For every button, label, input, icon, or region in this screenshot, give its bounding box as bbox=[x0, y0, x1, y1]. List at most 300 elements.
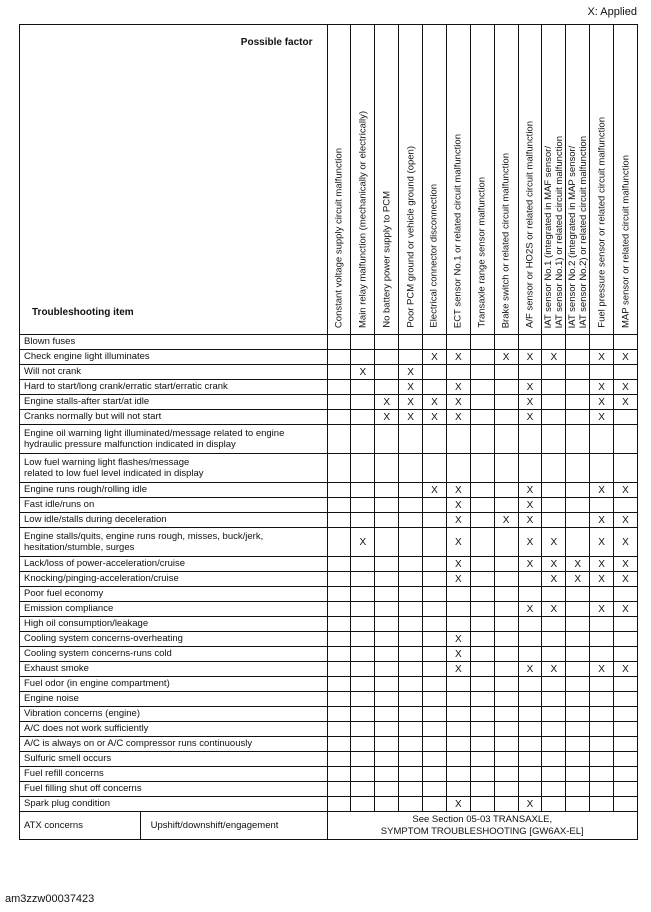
empty-cell bbox=[494, 617, 518, 632]
empty-cell bbox=[399, 737, 423, 752]
empty-cell bbox=[494, 425, 518, 454]
empty-cell bbox=[494, 707, 518, 722]
possible-factor-label: Possible factor bbox=[240, 37, 313, 48]
empty-cell bbox=[518, 365, 542, 380]
applied-mark: X bbox=[542, 528, 566, 557]
applied-mark: X bbox=[399, 395, 423, 410]
empty-cell bbox=[375, 380, 399, 395]
factor-column-header bbox=[423, 25, 447, 335]
empty-cell bbox=[351, 483, 375, 498]
empty-cell bbox=[375, 335, 399, 350]
applied-mark: X bbox=[375, 395, 399, 410]
factor-column-header bbox=[542, 25, 566, 335]
empty-cell bbox=[327, 707, 351, 722]
table-row bbox=[20, 395, 638, 410]
troubleshooting-item: Engine stalls/quits, engine runs rough, misses, buck/jerk, hesitation/stumble, surges bbox=[20, 528, 328, 557]
empty-cell bbox=[375, 677, 399, 692]
empty-cell bbox=[614, 410, 638, 425]
applied-mark: X bbox=[494, 350, 518, 365]
table-row bbox=[20, 602, 638, 617]
empty-cell bbox=[518, 737, 542, 752]
empty-cell bbox=[423, 454, 447, 483]
empty-cell bbox=[351, 513, 375, 528]
empty-cell bbox=[494, 454, 518, 483]
empty-cell bbox=[351, 617, 375, 632]
empty-cell bbox=[494, 483, 518, 498]
empty-cell bbox=[423, 767, 447, 782]
empty-cell bbox=[375, 692, 399, 707]
empty-cell bbox=[423, 498, 447, 513]
applied-mark: X bbox=[542, 602, 566, 617]
empty-cell bbox=[518, 782, 542, 797]
empty-cell bbox=[327, 572, 351, 587]
empty-cell bbox=[494, 395, 518, 410]
empty-cell bbox=[542, 797, 566, 812]
empty-cell bbox=[327, 425, 351, 454]
table-row bbox=[20, 587, 638, 602]
table-row bbox=[20, 350, 638, 365]
empty-cell bbox=[423, 365, 447, 380]
empty-cell bbox=[590, 767, 614, 782]
troubleshooting-item: Fast idle/runs on bbox=[20, 498, 328, 513]
empty-cell bbox=[327, 632, 351, 647]
factor-column-header bbox=[614, 25, 638, 335]
empty-cell bbox=[423, 677, 447, 692]
empty-cell bbox=[375, 617, 399, 632]
troubleshooting-item: Will not crank bbox=[20, 365, 328, 380]
empty-cell bbox=[375, 602, 399, 617]
empty-cell bbox=[590, 454, 614, 483]
empty-cell bbox=[470, 335, 494, 350]
empty-cell bbox=[518, 707, 542, 722]
empty-cell bbox=[494, 782, 518, 797]
applied-mark: X bbox=[590, 557, 614, 572]
empty-cell bbox=[566, 722, 590, 737]
empty-cell bbox=[351, 707, 375, 722]
empty-cell bbox=[566, 410, 590, 425]
applied-mark: X bbox=[446, 513, 470, 528]
applied-mark: X bbox=[518, 498, 542, 513]
applied-mark: X bbox=[375, 410, 399, 425]
troubleshooting-item: Cranks normally but will not start bbox=[20, 410, 328, 425]
troubleshooting-item: Knocking/pinging-acceleration/cruise bbox=[20, 572, 328, 587]
empty-cell bbox=[614, 587, 638, 602]
empty-cell bbox=[542, 483, 566, 498]
empty-cell bbox=[494, 365, 518, 380]
factor-column-header bbox=[399, 25, 423, 335]
empty-cell bbox=[375, 782, 399, 797]
empty-cell bbox=[494, 572, 518, 587]
empty-cell bbox=[327, 395, 351, 410]
empty-cell bbox=[470, 617, 494, 632]
troubleshooting-item: A/C does not work sufficiently bbox=[20, 722, 328, 737]
troubleshooting-item: Lack/loss of power-acceleration/cruise bbox=[20, 557, 328, 572]
applied-mark: X bbox=[542, 557, 566, 572]
empty-cell bbox=[375, 557, 399, 572]
empty-cell bbox=[494, 410, 518, 425]
empty-cell bbox=[351, 677, 375, 692]
empty-cell bbox=[470, 767, 494, 782]
empty-cell bbox=[351, 425, 375, 454]
empty-cell bbox=[590, 365, 614, 380]
applied-mark: X bbox=[566, 557, 590, 572]
troubleshooting-item: Spark plug condition bbox=[20, 797, 328, 812]
troubleshooting-item: Check engine light illuminates bbox=[20, 350, 328, 365]
empty-cell bbox=[470, 572, 494, 587]
empty-cell bbox=[470, 365, 494, 380]
empty-cell bbox=[518, 454, 542, 483]
applied-mark: X bbox=[446, 632, 470, 647]
applied-mark: X bbox=[423, 410, 447, 425]
empty-cell bbox=[351, 557, 375, 572]
empty-cell bbox=[446, 677, 470, 692]
empty-cell bbox=[590, 498, 614, 513]
empty-cell bbox=[518, 752, 542, 767]
empty-cell bbox=[351, 767, 375, 782]
applied-mark: X bbox=[351, 365, 375, 380]
applied-mark: X bbox=[446, 483, 470, 498]
empty-cell bbox=[494, 722, 518, 737]
applied-mark: X bbox=[518, 557, 542, 572]
empty-cell bbox=[423, 647, 447, 662]
empty-cell bbox=[542, 782, 566, 797]
troubleshooting-item: Cooling system concerns-runs cold bbox=[20, 647, 328, 662]
empty-cell bbox=[566, 662, 590, 677]
empty-cell bbox=[446, 737, 470, 752]
empty-cell bbox=[375, 513, 399, 528]
empty-cell bbox=[542, 632, 566, 647]
applied-mark: X bbox=[351, 528, 375, 557]
applied-mark: X bbox=[614, 602, 638, 617]
empty-cell bbox=[542, 767, 566, 782]
empty-cell bbox=[423, 632, 447, 647]
table-row bbox=[20, 782, 638, 797]
empty-cell bbox=[423, 617, 447, 632]
empty-cell bbox=[494, 557, 518, 572]
empty-cell bbox=[423, 513, 447, 528]
empty-cell bbox=[423, 722, 447, 737]
empty-cell bbox=[494, 752, 518, 767]
troubleshooting-item: Poor fuel economy bbox=[20, 587, 328, 602]
empty-cell bbox=[399, 350, 423, 365]
factor-column-label: Constant voltage supply circuit malfunction bbox=[333, 147, 345, 328]
troubleshooting-item: High oil consumption/leakage bbox=[20, 617, 328, 632]
factor-column-header bbox=[375, 25, 399, 335]
empty-cell bbox=[446, 617, 470, 632]
applied-mark: X bbox=[590, 572, 614, 587]
factor-column-label: Fuel pressure sensor or related circuit malfunction bbox=[596, 117, 608, 328]
empty-cell bbox=[327, 797, 351, 812]
empty-cell bbox=[351, 410, 375, 425]
atx-row bbox=[20, 812, 638, 840]
empty-cell bbox=[351, 782, 375, 797]
applied-mark: X bbox=[399, 365, 423, 380]
applied-mark: X bbox=[446, 498, 470, 513]
empty-cell bbox=[327, 617, 351, 632]
factor-column-label: Transaxle range sensor malfunction bbox=[476, 177, 488, 328]
empty-cell bbox=[614, 632, 638, 647]
empty-cell bbox=[590, 632, 614, 647]
applied-mark: X bbox=[542, 572, 566, 587]
empty-cell bbox=[351, 587, 375, 602]
empty-cell bbox=[423, 425, 447, 454]
empty-cell bbox=[327, 528, 351, 557]
empty-cell bbox=[542, 707, 566, 722]
empty-cell bbox=[327, 782, 351, 797]
applied-mark: X bbox=[518, 483, 542, 498]
empty-cell bbox=[327, 587, 351, 602]
factor-column-label: ECT sensor No.1 or related circuit malfunction bbox=[452, 133, 464, 328]
empty-cell bbox=[399, 797, 423, 812]
factor-column-label: No battery power supply to PCM bbox=[381, 191, 393, 328]
empty-cell bbox=[446, 692, 470, 707]
table-row bbox=[20, 722, 638, 737]
empty-cell bbox=[470, 632, 494, 647]
troubleshooting-item: Engine oil warning light illuminated/message related to engine hydraulic pressure malfunction indicated in display bbox=[20, 425, 328, 454]
empty-cell bbox=[470, 425, 494, 454]
header-corner-cell bbox=[20, 25, 328, 335]
empty-cell bbox=[566, 380, 590, 395]
empty-cell bbox=[399, 632, 423, 647]
empty-cell bbox=[590, 692, 614, 707]
empty-cell bbox=[542, 498, 566, 513]
applied-mark: X bbox=[542, 662, 566, 677]
troubleshooting-item: Emission compliance bbox=[20, 602, 328, 617]
empty-cell bbox=[470, 797, 494, 812]
troubleshooting-item: Fuel refill concerns bbox=[20, 767, 328, 782]
empty-cell bbox=[518, 647, 542, 662]
empty-cell bbox=[542, 425, 566, 454]
empty-cell bbox=[375, 572, 399, 587]
empty-cell bbox=[351, 380, 375, 395]
empty-cell bbox=[423, 587, 447, 602]
empty-cell bbox=[446, 782, 470, 797]
empty-cell bbox=[446, 365, 470, 380]
empty-cell bbox=[399, 647, 423, 662]
table-row bbox=[20, 365, 638, 380]
empty-cell bbox=[327, 498, 351, 513]
applied-mark: X bbox=[590, 410, 614, 425]
empty-cell bbox=[494, 647, 518, 662]
empty-cell bbox=[423, 380, 447, 395]
factor-column-header bbox=[446, 25, 470, 335]
empty-cell bbox=[327, 677, 351, 692]
empty-cell bbox=[375, 647, 399, 662]
figure-code: am3zzw00037423 bbox=[5, 893, 95, 905]
applied-mark: X bbox=[566, 572, 590, 587]
applied-mark: X bbox=[614, 513, 638, 528]
empty-cell bbox=[375, 797, 399, 812]
empty-cell bbox=[351, 797, 375, 812]
empty-cell bbox=[614, 797, 638, 812]
empty-cell bbox=[518, 692, 542, 707]
empty-cell bbox=[590, 647, 614, 662]
table-row bbox=[20, 632, 638, 647]
empty-cell bbox=[351, 752, 375, 767]
empty-cell bbox=[375, 587, 399, 602]
factor-column-label: Poor PCM ground or vehicle ground (open) bbox=[405, 146, 417, 328]
empty-cell bbox=[542, 395, 566, 410]
empty-cell bbox=[542, 410, 566, 425]
factor-column-label: A/F sensor or HO2S or related circuit malfunction bbox=[524, 121, 536, 328]
empty-cell bbox=[470, 380, 494, 395]
empty-cell bbox=[614, 454, 638, 483]
empty-cell bbox=[566, 737, 590, 752]
applied-mark: X bbox=[518, 410, 542, 425]
empty-cell bbox=[399, 782, 423, 797]
empty-cell bbox=[566, 528, 590, 557]
empty-cell bbox=[542, 335, 566, 350]
empty-cell bbox=[494, 677, 518, 692]
empty-cell bbox=[423, 335, 447, 350]
troubleshooting-item: Engine stalls-after start/at idle bbox=[20, 395, 328, 410]
empty-cell bbox=[351, 498, 375, 513]
empty-cell bbox=[494, 662, 518, 677]
empty-cell bbox=[423, 782, 447, 797]
empty-cell bbox=[518, 632, 542, 647]
applied-mark: X bbox=[518, 528, 542, 557]
empty-cell bbox=[470, 350, 494, 365]
empty-cell bbox=[327, 752, 351, 767]
empty-cell bbox=[351, 737, 375, 752]
table-row bbox=[20, 797, 638, 812]
empty-cell bbox=[470, 692, 494, 707]
table-row bbox=[20, 752, 638, 767]
empty-cell bbox=[399, 557, 423, 572]
applied-mark: X bbox=[614, 350, 638, 365]
empty-cell bbox=[470, 782, 494, 797]
empty-cell bbox=[351, 572, 375, 587]
empty-cell bbox=[494, 632, 518, 647]
empty-cell bbox=[351, 335, 375, 350]
empty-cell bbox=[327, 350, 351, 365]
troubleshooting-item: Low idle/stalls during deceleration bbox=[20, 513, 328, 528]
empty-cell bbox=[494, 797, 518, 812]
empty-cell bbox=[351, 454, 375, 483]
troubleshooting-item: Exhaust smoke bbox=[20, 662, 328, 677]
empty-cell bbox=[375, 365, 399, 380]
applied-mark: X bbox=[446, 557, 470, 572]
table-row bbox=[20, 647, 638, 662]
empty-cell bbox=[351, 350, 375, 365]
empty-cell bbox=[399, 498, 423, 513]
applied-mark: X bbox=[518, 602, 542, 617]
empty-cell bbox=[470, 454, 494, 483]
empty-cell bbox=[446, 454, 470, 483]
empty-cell bbox=[470, 737, 494, 752]
factor-column-label: IAT sensor No.2 (integrated in MAP sensor/ IAT sensor No.2) or related circuit malfunction bbox=[566, 135, 589, 328]
table-body bbox=[20, 335, 638, 840]
empty-cell bbox=[423, 797, 447, 812]
empty-cell bbox=[327, 722, 351, 737]
empty-cell bbox=[351, 722, 375, 737]
empty-cell bbox=[566, 647, 590, 662]
empty-cell bbox=[542, 513, 566, 528]
applied-mark: X bbox=[446, 380, 470, 395]
empty-cell bbox=[375, 528, 399, 557]
empty-cell bbox=[566, 513, 590, 528]
empty-cell bbox=[375, 454, 399, 483]
empty-cell bbox=[566, 677, 590, 692]
empty-cell bbox=[494, 737, 518, 752]
empty-cell bbox=[375, 767, 399, 782]
empty-cell bbox=[518, 617, 542, 632]
empty-cell bbox=[614, 365, 638, 380]
table-row bbox=[20, 498, 638, 513]
applied-mark: X bbox=[446, 528, 470, 557]
empty-cell bbox=[375, 632, 399, 647]
empty-cell bbox=[566, 335, 590, 350]
applied-mark: X bbox=[399, 380, 423, 395]
applied-mark: X bbox=[614, 483, 638, 498]
empty-cell bbox=[446, 425, 470, 454]
empty-cell bbox=[470, 528, 494, 557]
empty-cell bbox=[423, 752, 447, 767]
empty-cell bbox=[566, 350, 590, 365]
empty-cell bbox=[614, 617, 638, 632]
empty-cell bbox=[446, 752, 470, 767]
applied-mark: X bbox=[494, 513, 518, 528]
empty-cell bbox=[470, 602, 494, 617]
applied-mark: X bbox=[590, 483, 614, 498]
applied-mark: X bbox=[590, 513, 614, 528]
applied-mark: X bbox=[518, 395, 542, 410]
empty-cell bbox=[399, 602, 423, 617]
empty-cell bbox=[470, 662, 494, 677]
empty-cell bbox=[399, 454, 423, 483]
empty-cell bbox=[494, 528, 518, 557]
applied-mark: X bbox=[590, 528, 614, 557]
empty-cell bbox=[614, 647, 638, 662]
applied-mark: X bbox=[446, 350, 470, 365]
empty-cell bbox=[518, 587, 542, 602]
empty-cell bbox=[327, 410, 351, 425]
empty-cell bbox=[542, 647, 566, 662]
empty-cell bbox=[566, 767, 590, 782]
empty-cell bbox=[327, 602, 351, 617]
empty-cell bbox=[375, 350, 399, 365]
empty-cell bbox=[470, 752, 494, 767]
legend: X: Applied bbox=[587, 6, 637, 18]
factor-column-label: Main relay malfunction (mechanically or electrically) bbox=[357, 111, 369, 328]
empty-cell bbox=[614, 335, 638, 350]
empty-cell bbox=[423, 557, 447, 572]
factor-column-label: MAP sensor or related circuit malfunction bbox=[620, 154, 631, 328]
applied-mark: X bbox=[590, 602, 614, 617]
empty-cell bbox=[399, 752, 423, 767]
empty-cell bbox=[399, 587, 423, 602]
empty-cell bbox=[566, 632, 590, 647]
factor-column-label: Brake switch or related circuit malfunction bbox=[500, 152, 512, 328]
applied-mark: X bbox=[614, 662, 638, 677]
empty-cell bbox=[614, 692, 638, 707]
table-row bbox=[20, 767, 638, 782]
empty-cell bbox=[518, 425, 542, 454]
empty-cell bbox=[494, 692, 518, 707]
empty-cell bbox=[351, 647, 375, 662]
empty-cell bbox=[423, 737, 447, 752]
table-row bbox=[20, 335, 638, 350]
atx-note: See Section 05-03 TRANSAXLE, SYMPTOM TROUBLESHOOTING [GW6AX-EL] bbox=[327, 812, 638, 840]
empty-cell bbox=[327, 513, 351, 528]
empty-cell bbox=[590, 617, 614, 632]
empty-cell bbox=[494, 335, 518, 350]
empty-cell bbox=[399, 707, 423, 722]
troubleshooting-item-label: Troubleshooting item bbox=[32, 307, 134, 318]
factor-column-header bbox=[327, 25, 351, 335]
empty-cell bbox=[446, 707, 470, 722]
applied-mark: X bbox=[542, 350, 566, 365]
